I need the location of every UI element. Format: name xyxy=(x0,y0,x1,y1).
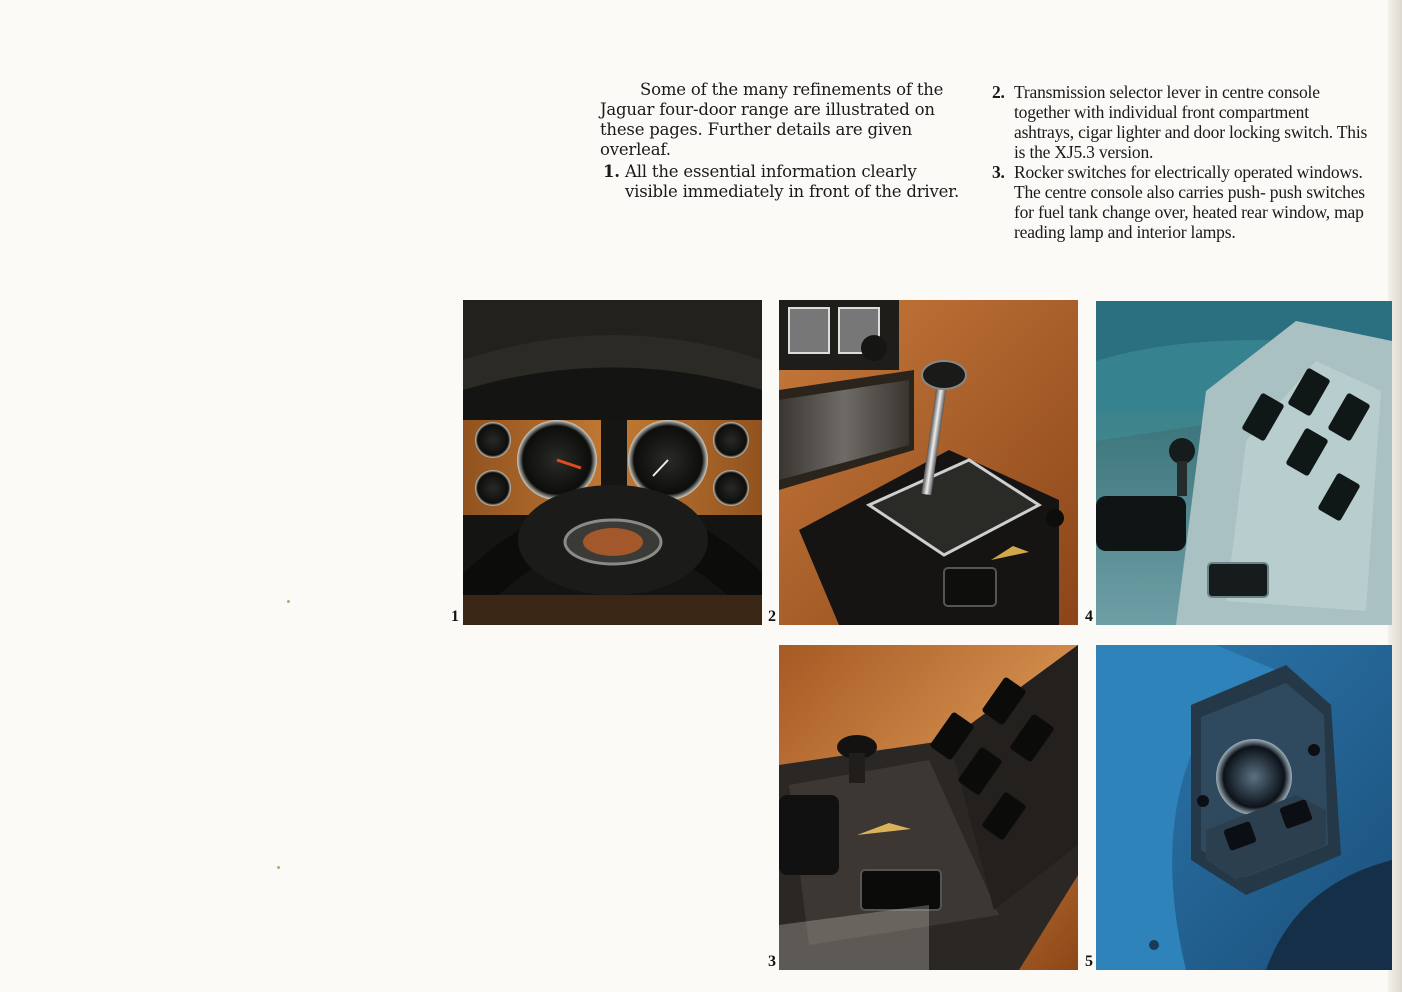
paper-speck xyxy=(287,600,290,603)
caption-text: Rocker switches for electrically operated windows. The centre console also carries push- push switches for fuel tank change over, heated rear window, map reading lamp and interior lamps. xyxy=(1014,162,1365,242)
caption-number: 1. xyxy=(603,162,620,181)
photo-number: 5 xyxy=(1085,953,1093,970)
paper-speck xyxy=(277,866,280,869)
photo-number: 2 xyxy=(768,608,776,625)
caption-number: 2. xyxy=(992,82,1005,102)
photo-console-switches xyxy=(1096,301,1392,625)
caption-item-3 xyxy=(992,162,1372,242)
intro-paragraph: Some of the many refinements of the Jaguar four-door range are illustrated on these pages. Further details are given overleaf. xyxy=(600,80,944,159)
caption-item-2 xyxy=(992,82,1372,162)
photo-transmission-selector xyxy=(779,300,1078,625)
caption-number: 3. xyxy=(992,162,1005,182)
photo-number: 1 xyxy=(451,608,459,625)
caption-text: All the essential information clearly visible immediately in front of the driver. xyxy=(625,162,960,201)
caption-list-left xyxy=(603,162,963,202)
photo-number: 3 xyxy=(768,953,776,970)
caption-text: Transmission selector lever in centre console together with individual front compartment ashtrays, cigar lighter and door locking switch. This is the XJ5.3 version. xyxy=(1014,82,1368,162)
photo-rear-console xyxy=(1096,645,1392,970)
photo-rocker-switches xyxy=(779,645,1078,970)
photo-instrument-panel xyxy=(463,300,762,625)
caption-item-1 xyxy=(603,162,963,202)
caption-list-right xyxy=(992,82,1372,242)
photo-number: 4 xyxy=(1085,608,1093,625)
